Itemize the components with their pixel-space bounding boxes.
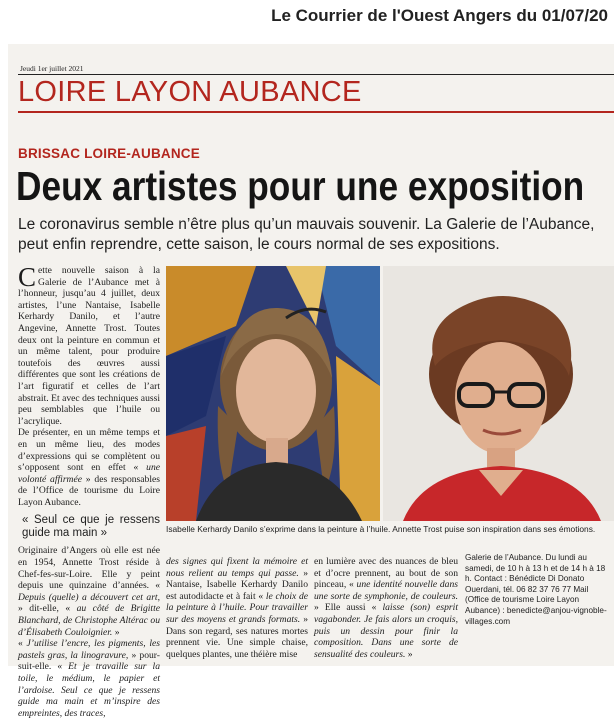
paragraph-text: »: [112, 626, 120, 638]
quote-text: Et je travaille sur la toile, le médium, le papier et l’ardoise. Seul ce que je ressens guide ma main et m’inspire des empreintes, des traces,: [18, 661, 160, 719]
practical-info-box: Galerie de l’Aubance. Du lundi au samedi, de 10 h à 13 h et de 14 h à 18 h. Contact : Bénédicte Di Donato Ouerdani, tél. 06 82 37 76 77 Mail (Office de tourisme Loire Layon Aubance) : benedicte@anjou-vignoble-villages.com: [465, 553, 607, 626]
quote-text: au côté de Brigitte Blanchard, de Christophe Altérac ou d’Élisabeth Couloignier.: [18, 603, 160, 638]
article-column-1: [18, 262, 161, 719]
paragraph-text: »: [405, 648, 413, 660]
photo-caption: Isabelle Kerhardy Danilo s’exprime dans la peinture à l’huile. Annette Trost puise son inspiration dans ses émotions.: [166, 524, 596, 534]
paragraph: [18, 545, 160, 638]
paragraph-text: » Nantaise, Isabelle Kerhardy Danilo est autodidacte et à fait «: [166, 567, 308, 602]
section-rule: [18, 111, 614, 113]
quote-text: laisse (son) esprit vagabonder. Je fais alors un croquis, puis un dessin pour finir la composition. Dans une sorte de sensualité des couleurs.: [314, 602, 458, 660]
paragraph: [314, 556, 458, 660]
paragraph: [18, 427, 160, 508]
paragraph-text: » Elle aussi «: [314, 602, 383, 614]
paragraph-text: » dit-elle, «: [18, 603, 77, 615]
top-rule: [18, 74, 614, 75]
article-column-3: [314, 556, 458, 660]
drop-cap: C: [18, 262, 37, 292]
paragraph-text: «: [18, 638, 27, 650]
quote-text: des signes qui fixent la mémoire et nous relient au temps qui passe.: [166, 556, 308, 579]
quote-text: le choix de la peinture à l’huile. Pour travailler sur des moyens et grands formats.: [166, 590, 308, 625]
article-lead: Le coronavirus semble n’être plus qu’un mauvais souvenir. La Galerie de l’Aubance, peut enfin reprendre, cette saison, le cours normal de ses expositions.: [18, 216, 595, 253]
portrait-illustration-2: [383, 266, 614, 521]
portrait-illustration-1: [166, 266, 380, 521]
quote-text: une volonté affirmée: [18, 462, 160, 485]
paragraph: [18, 638, 160, 719]
photo-annette-trost: [383, 266, 614, 521]
photo-isabelle-kerhardy-danilo: [166, 266, 380, 521]
quote-text: Depuis (quelle) a découvert cet art,: [18, 591, 160, 603]
paragraph-text: en lumière avec des nuances de bleu et d’ocre prennent, au bout de son pinceau, «: [314, 556, 458, 591]
article-column-2: [166, 556, 308, 660]
paragraph: [18, 262, 160, 427]
paragraph-text: » Dans son regard, ses natures mortes prennent vie. Une simple chaise, quelques plantes, une théière mise: [166, 613, 308, 660]
intertitle: « Seul ce que je ressens guide ma main »: [22, 514, 160, 540]
quote-text: J’utilise l’encre, les pigments, les pastels gras, la linogravure,: [18, 638, 160, 661]
paragraph-text: De présenter, en un même temps et en un même lieu, des modes d’expressions qui se complètent ou s’opposent sont en effet «: [18, 427, 160, 474]
article-headline: Deux artistes pour une exposition: [16, 163, 585, 209]
clipping-source-title: Le Courrier de l'Ouest Angers du 01/07/20: [271, 6, 608, 25]
paragraph-text: Originaire d’Angers où elle est née en 1954, Annette Trost réside à Chef-fes-sur-Loire. Elle y peint depuis une quinzaine d’années. «: [18, 545, 160, 592]
issue-date: Jeudi 1er juillet 2021: [20, 64, 84, 73]
section-title: LOIRE LAYON AUBANCE: [18, 76, 362, 108]
quote-text: une identité nouvelle dans une sorte de symphonie, de couleurs.: [314, 579, 458, 602]
paragraph: [166, 556, 308, 660]
paragraph-text: » pour-suit-elle. «: [18, 649, 161, 673]
paragraph-text: ette nouvelle saison à la Galerie de l’Aubance met à l’honneur, jusqu’au 4 juillet, deux artistes, l’une Nantaise, Isabelle Kerhardy Danilo, et l’autre Angevine, Annette Trost. Toutes deux ont la peinture en commun et un même talent, pour produire toutefois des œuvres aussi différentes que sont les créations de l’art figuratif et celles de l’art abstrait. Et avec des techniques aussi peu semblables que l’huile ou l’acrylique.: [18, 265, 160, 427]
article-kicker: BRISSAC LOIRE-AUBANCE: [18, 146, 200, 161]
paragraph-text: » des responsables de l’Office de tourisme du Loire Layon Aubance.: [18, 473, 161, 508]
